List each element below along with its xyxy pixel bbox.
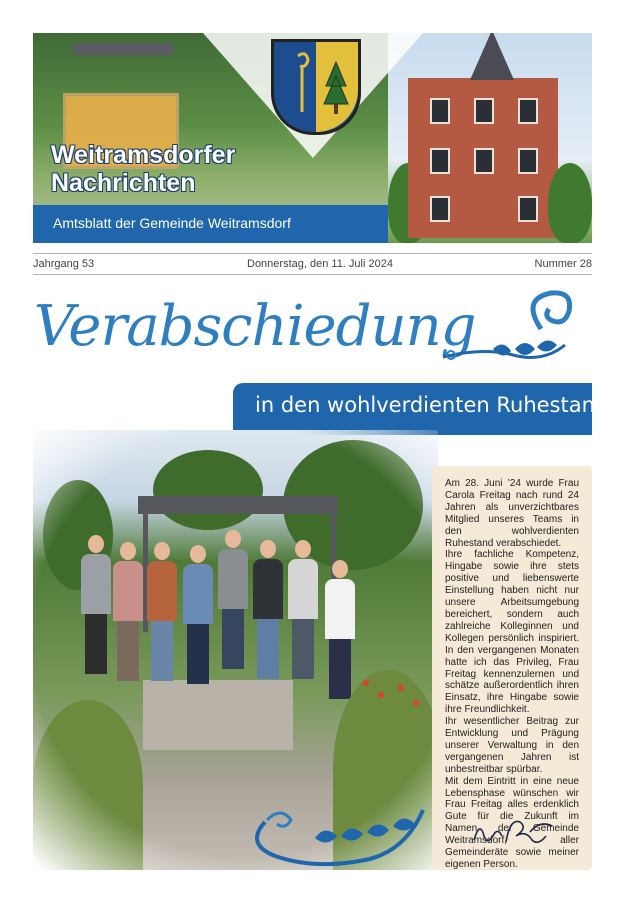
- crest-triangle: [203, 33, 423, 163]
- signature-icon: [470, 812, 560, 852]
- article-paragraph: Mit dem Eintritt in eine neue Lebensphase wünschen wir Frau Freitag alles erdenklich Gute für die Zukunft im Namen der Gemeinde Weitramsdorf, aller Gemeinderäte sowie meiner eigenen Person.: [445, 775, 579, 870]
- person: [288, 540, 318, 679]
- plants: [33, 700, 143, 870]
- flower: [363, 680, 369, 686]
- issue-date: Donnerstag, den 11. Juli 2024: [247, 258, 393, 270]
- issue-info-bar: [33, 253, 592, 275]
- tower-roof: [470, 33, 514, 80]
- tree: [548, 163, 592, 243]
- playground-roof: [73, 43, 173, 55]
- headline-banner: [233, 383, 609, 435]
- article-paragraph: Ihre fachliche Kompetenz, Hingabe sowie ihre stets positive und liebenswerte Einstellung haben nicht nur unsere Arbeitsumgebung bereichert, sondern auch zahlreiche Kolleginnen und Kollegen persönlich inspiriert. In den vergangenen Monaten hatte ich das Privileg, Frau Freitag kennenzulernen und schätze außerordentlich ihren Einsatz, ihre Hingabe sowie ihre Freundlichkeit.: [445, 549, 579, 716]
- swirl-ornament-icon: [245, 780, 425, 870]
- masthead-subtitle: Amtsblatt der Gemeinde Weitramsdorf: [53, 215, 291, 231]
- window: [430, 98, 450, 124]
- masthead-title-line2: Nachrichten: [51, 169, 196, 197]
- pergola: [138, 496, 338, 514]
- person: [81, 535, 111, 674]
- headline-title: Verabschiedung: [34, 294, 476, 359]
- person: [253, 540, 283, 679]
- subtitle-bar: [33, 205, 388, 243]
- window: [518, 98, 538, 124]
- person: [218, 530, 248, 669]
- window: [518, 148, 538, 174]
- article-paragraph: Ihr wesentlicher Beitrag zur Entwicklung und Prägung unserer Verwaltung in den vergangenen Jahren ist unbestreitbar spürbar.: [445, 716, 579, 775]
- person: [325, 560, 355, 699]
- stone-steps: [143, 680, 293, 750]
- masthead-title: [51, 141, 235, 197]
- window: [430, 148, 450, 174]
- swirl-ornament-icon: [433, 287, 573, 377]
- issue-volume: Jahrgang 53: [33, 258, 95, 270]
- flower: [398, 685, 404, 691]
- flower: [413, 700, 419, 706]
- person: [113, 542, 143, 681]
- person: [147, 542, 177, 681]
- masthead: [33, 33, 592, 243]
- issue-number: Nummer 28: [534, 258, 592, 270]
- window: [474, 98, 494, 124]
- town-hall-building: [408, 78, 558, 238]
- masthead-title-line1: Weitramsdorfer: [51, 141, 236, 169]
- headline-banner-text: in den wohlverdienten Ruhestand: [255, 393, 609, 417]
- window: [474, 148, 494, 174]
- window: [518, 196, 538, 222]
- person: [183, 545, 213, 684]
- article-box: [432, 466, 592, 870]
- flower: [378, 692, 384, 698]
- window: [430, 196, 450, 222]
- article-paragraph: Am 28. Juni ’24 wurde Frau Carola Freitag nach rund 24 Jahren als unverzichtbares Mitglied unseres Teams in den wohlverdienten Ruhestand verabschiedet.: [445, 478, 579, 549]
- tree: [153, 450, 263, 530]
- coat-of-arms-icon: [271, 39, 361, 135]
